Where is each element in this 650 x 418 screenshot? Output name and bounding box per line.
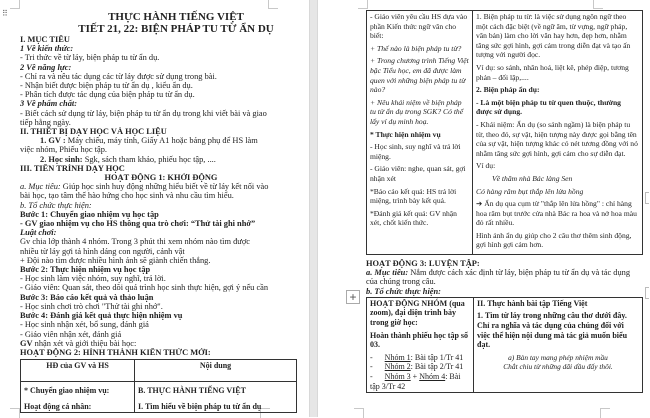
side-control[interactable] bbox=[645, 287, 649, 299]
text-line: II. THIẾT BỊ DẠY HỌC VÀ HỌC LIỆU bbox=[20, 127, 167, 137]
table-cell-exercise: II. Thực hành bài tập Tiếng Việt 1. Tìm từ láy trong những câu thơ dưới đây. Chỉ ra nghĩa và tác dụng của chúng đối với việc thể hiện nội dung mà tác giả muốn biểu đạt. a) Bàn tay mang phép nhiệm mầu Chắt chiu từ những dãi dầu đấy thôi. bbox=[474, 297, 643, 392]
table-cell-content: 1. Biện pháp tu từ: là việc sử dụng ngôn ngữ theo một cách đặc biệt (về ngữ âm, từ vựng, ngữ pháp, văn bản) làm cho lời văn hay hơn, đẹp hơn, nhằm tăng sức gợi hình, gợi cảm trong diễn đạt và tạo ấn tượng với người đọc. Ví dụ: so sánh, nhân hoá, liệt kê, phép điệp, tương phản – đối lập,.... 2. Biện pháp ẩn dụ: - Là một biện pháp tu từ quen thuộc, thường được sử dụng. - Khái niệm: Ẩn dụ (so sánh ngầm) là biện pháp tu từ, theo đó, sự vật, hiện tượng này được gọi bằng tên của sự vật, hiện tượng khác có nét tương đồng với nó nhằm tăng sức gợi hình, gợi cảm cho sự diễn đạt. Ví dụ: Về thăm nhà Bác làng Sen Có hàng râm bụt thắp lên lửa hồng ➔ Ẩn dụ qua cụm từ "thắp lên lửa hồng" : chỉ hàng hoa râm bụt trước cửa nhà Bác ra hoa và nở hoa màu đỏ rất nhiều. Hình ảnh ẩn dụ giúp cho 2 câu thơ thêm sinh động, gợi hình gợi cảm hơn. bbox=[473, 11, 643, 255]
activity-table bbox=[20, 359, 297, 413]
text-line: nhiều từ láy gợi tả hình dáng con người, cảnh vật bbox=[20, 246, 185, 256]
table-cell-teacher-activity: - Giáo viên yêu cầu HS dựa vào phần Kiến thức ngữ văn cho biết: + Thế nào là biện pháp tu từ? + Trong chương trình Tiếng Việt bậc Tiểu học, em đã được làm quen với những biện pháp tu từ nào? + Nêu khái niệm về biện pháp tu từ ẩn dụ trong SGK? Có thể lấy ví dụ minh hoạ. * Thực hiện nhiệm vụ - Học sinh, suy nghĩ và trả lời miệng. - Giáo viên: nghe, quan sát, gợi nhận xét *Báo cáo kết quả: HS trả lời miệng, trình bày kết quả. *Đánh giá kết quả: GV nhận xét, chốt kiến thức. bbox=[367, 11, 473, 255]
text-line: 3 Về phẩm chất: bbox=[20, 99, 77, 109]
text-line: - Học sinh chơi trò chơi "Thử tài ghi nhớ". bbox=[20, 301, 163, 311]
text-line: - Học sinh làm việc nhóm, suy nghĩ, trả lời. bbox=[20, 274, 166, 284]
text-line: Bước 4: Đánh giá kết quả thực hiện nhiệm vụ bbox=[20, 311, 183, 321]
text-line: 2 Về năng lực: bbox=[20, 62, 72, 72]
page-gap-scroll-area bbox=[309, 0, 318, 417]
text-line: - Tri thức về từ láy, biện pháp tu từ ẩn dụ. bbox=[20, 53, 160, 63]
text-line: HOẠT ĐỘNG 1: KHỞI ĐỘNG bbox=[104, 173, 218, 183]
text-line: bài học, tạo tâm thế hào hứng cho học sinh và nhu cầu tìm hiểu. bbox=[20, 191, 234, 201]
left-page-content bbox=[20, 11, 302, 413]
text-line: I. MỤC TIÊU bbox=[20, 35, 70, 44]
text-line: 1. GV : Máy chiếu, máy tính, Giấy A1 hoặc bảng phụ để HS làm bbox=[40, 136, 258, 146]
crop-mark bbox=[10, 0, 20, 9]
text-line: a. Mục tiêu: Giúp học sinh huy động những hiểu biết về từ láy kết nối vào bbox=[20, 182, 269, 192]
body-text bbox=[20, 35, 302, 357]
drag-handle-icon[interactable]: ⠿ bbox=[2, 9, 8, 18]
text-line: - GV giao nhiệm vụ cho HS thông qua trò chơi: “Thử tài ghi nhớ” bbox=[20, 219, 256, 229]
organization-label: b. Tổ chức thực hiện: bbox=[366, 286, 441, 296]
add-row-button[interactable]: + bbox=[346, 290, 360, 304]
text-line: - Giáo viên nhận xét, đánh giá bbox=[20, 329, 122, 339]
text-line: 1 Về kiến thức: bbox=[20, 44, 74, 54]
doc-title: THỰC HÀNH TIẾNG VIỆT bbox=[108, 11, 244, 23]
text-line: tiếp hằng ngày. bbox=[20, 117, 71, 127]
text-line: - Học sinh nhận xét, bổ sung, đánh giá bbox=[20, 320, 149, 330]
text-line: - Phân tích được tác dụng của biện pháp tu từ ẩn dụ. bbox=[20, 90, 195, 100]
text-line: b. Tổ chức thực hiện: bbox=[20, 200, 92, 210]
side-control[interactable] bbox=[645, 192, 649, 204]
text-line: Gv chia lớp thành 4 nhóm. Trong 3 phút thi xem nhóm nào tìm được bbox=[20, 237, 250, 247]
activity-table-continued bbox=[366, 10, 643, 255]
text-line: Bước 2: Thực hiện nhiệm vụ học tập bbox=[20, 265, 151, 275]
activity-3-section bbox=[366, 259, 643, 296]
table-header: Nội dung bbox=[135, 360, 297, 382]
text-line: - Nhận biết được biện pháp tu từ ẩn dụ , kiểu ẩn dụ. bbox=[20, 81, 193, 91]
text-line: - Chỉ ra và nêu tác dụng các từ láy được sử dụng trong bài. bbox=[20, 71, 217, 81]
text-line: HOẠT ĐỘNG 2: HÌNH THÀNH KIẾN THỨC MỚI: bbox=[20, 347, 211, 357]
practice-table bbox=[366, 297, 643, 393]
text-line: GV nhận xét và giới thiệu bài học: bbox=[20, 338, 137, 348]
left-page bbox=[0, 0, 309, 417]
table-cell: B. THỰC HÀNH TIẾNG VIỆT I. Tìm hiểu về biện pháp tu từ ẩn dụ bbox=[135, 382, 297, 413]
text-line: 2. Học sinh: Sgk, sách tham khảo, phiếu học tập, .... bbox=[40, 154, 216, 164]
right-page-content bbox=[366, 10, 643, 393]
section-heading: HOẠT ĐỘNG 3: LUYỆN TẬP: bbox=[366, 259, 480, 269]
table-cell: * Chuyển giao nhiệm vụ: Hoạt động cá nhân: bbox=[21, 382, 135, 413]
right-page bbox=[318, 0, 650, 417]
text-line: Bước 1: Chuyển giao nhiệm vụ học tập bbox=[20, 209, 159, 219]
objective-text: a. Mục tiêu: Nắm được cách xác định từ láy, biện pháp tu từ ẩn dụ và tác dụng của chúng trong câu. bbox=[366, 268, 631, 287]
text-line: - Biết cách sử dụng từ láy, biện pháp tu từ ẩn dụ trong khi viết bài và giao bbox=[20, 108, 267, 118]
text-line: việc nhóm, Phiếu học tập. bbox=[20, 145, 107, 155]
text-line: + Đội nào tìm được nhiều hình ảnh sẽ giành chiến thắng. bbox=[20, 255, 211, 265]
table-header: HĐ của GV và HS bbox=[21, 360, 135, 382]
text-line: - Giáo viên: Quan sát, theo dõi quá trình học sinh thực hiện, gợi ý nếu cần bbox=[20, 283, 269, 293]
text-line: Bước 3: Báo cáo kết quả và thảo luận bbox=[20, 292, 154, 302]
text-line: Luật chơi: bbox=[20, 228, 57, 238]
table-cell-group-activity: HOẠT ĐỘNG NHÓM (qua zoom), đại diện trình bày trong giờ học: Hoàn thành phiếu học tập số 03. - Nhóm 1: Bài tập 1/Tr 41 - Nhóm 2: Bài tập 2/Tr 41 - Nhóm 3 + Nhóm 4: Bài tập 3/Tr 42 bbox=[367, 297, 474, 392]
doc-subtitle: TIẾT 21, 22: BIỆN PHÁP TU TỪ ẨN DỤ bbox=[78, 23, 274, 35]
crop-mark bbox=[358, 0, 368, 9]
crop-mark bbox=[593, 0, 603, 9]
text-line: III. TIẾN TRÌNH DẠY HỌC bbox=[20, 163, 125, 173]
crop-mark bbox=[268, 0, 278, 9]
